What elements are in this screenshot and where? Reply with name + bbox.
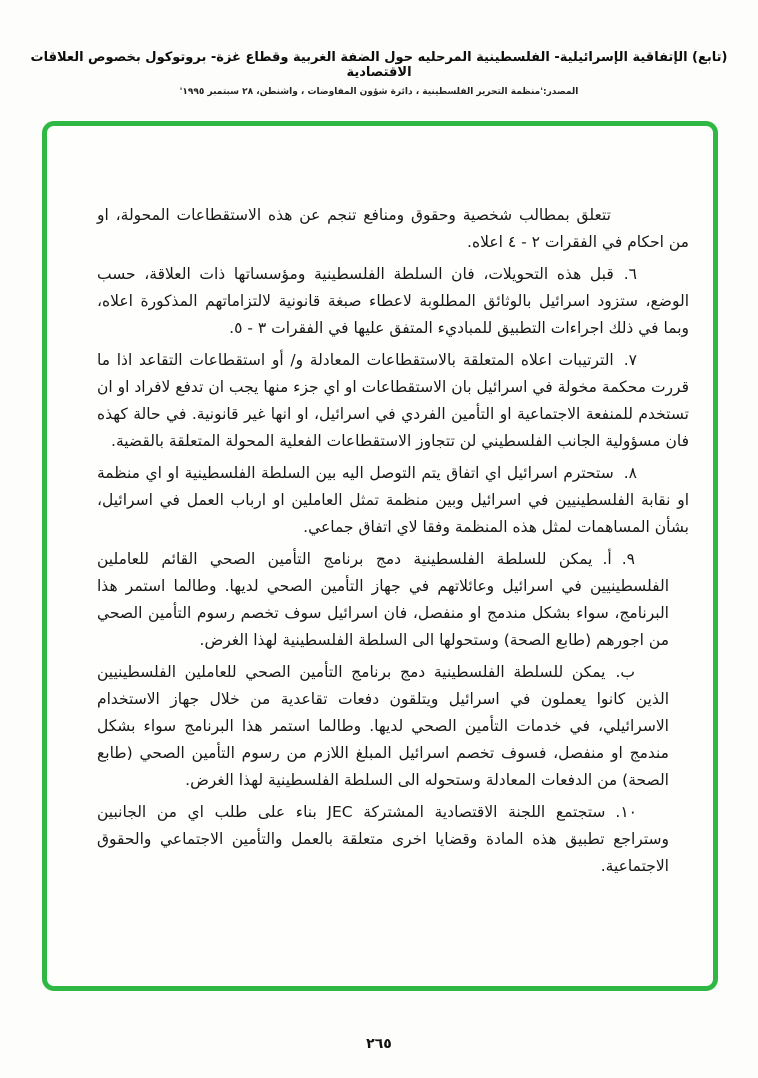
paragraph-submarker: ب. [615,663,635,681]
paragraph [97,799,669,880]
paragraph-list [47,126,713,880]
page-footer [0,1033,758,1052]
paragraph [97,460,689,541]
document-header [0,0,758,97]
page-number: ٢٦٥ [366,1036,392,1052]
paragraph-text: الترتيبات اعلاه المتعلقة بالاستقطاعات المعادلة و/ أو استقطاعات التقاعد اذا ما قررت محكمة مخولة في اسرائيل بان الاستقطاعات او اي جزء منها يجب ان تدفع لافراد او ان تستخدم للمنفعة الاجتماعية او التأمين الفردي في اسرائيل، او انها غير قانونية. في حالة كهذه فان مسؤولية الجانب الفلسطيني لن تتجاوز الاستقطاعات الفعلية المحولة المتعلقة بالقضية. [97,351,689,450]
paragraph-submarker: أ. [602,550,612,568]
paragraph-text: ستحترم اسرائيل اي اتفاق يتم التوصل اليه بين السلطة الفلسطينية او اي منظمة او نقابة الفلسطينيين في اسرائيل وبين منظمة تمثل العاملين او ارباب العمل في اسرائيل، بشأن المساهمات لمثل هذه المنظمة وفقا لاي اتفاق جماعي. [97,464,689,536]
paragraph-marker: ٨. [623,464,637,482]
paragraph-marker: ٩. [621,550,635,568]
paragraph-marker: ١٠. [615,803,637,821]
paragraph [97,546,669,654]
paragraph [97,202,689,256]
paragraph-text: تتعلق بمطالب شخصية وحقوق ومنافع تنجم عن هذه الاستقطاعات المحولة، او من احكام في الفقرات ٢ - ٤ اعلاه. [97,206,689,251]
paragraph-text: يمكن للسلطة الفلسطينية دمج برنامج التأمين الصحي القائم للعاملين الفلسطينيين في اسرائيل وعائلاتهم في جهاز التأمين الصحي لديها. وطالما استمر هذا البرنامج، سواء بشكل مندمج او منفصل، فان اسرائيل سوف تخصم رسوم التأمين الصحي من اجورهم (طابع الصحة) وستحولها الى السلطة الفلسطينية لهذا الغرض. [97,550,669,649]
paragraph [97,347,689,455]
paragraph-text: يمكن للسلطة الفلسطينية دمج برنامج التأمين الصحي للعاملين الفلسطينيين الذين كانوا يعملون في اسرائيل ويتلقون دفعات تقاعدية من خلال جهاز الاستخدام الاسرائيلي، في خدمات التأمين الصحي لديها. وطالما استمر هذا البرنامج سواء بشكل مندمج او منفصل، فسوف تخصم اسرائيل المبلغ اللازم من رسوم التأمين الصحي (طابع الصحة) من الدفعات المعادلة وستحوله الى السلطة الفلسطينية لهذا الغرض. [97,663,669,789]
paragraph [97,261,689,342]
paragraph-text: ستجتمع اللجنة الاقتصادية المشتركة JEC بناء على طلب اي من الجانبين وستراجع تطبيق هذه المادة وقضايا اخرى متعلقة بالعمل والتأمين الاجتماعي والحقوق الاجتماعية. [97,803,669,875]
paragraph-marker: ٦. [623,265,637,283]
document-source: المصدر:'منظمة التحرير الفلسطينية ، دائرة شؤون المفاوضات ، واشنطن، ٢٨ سبتمبر ١٩٩٥' [179,87,579,97]
paragraph-marker: ٧. [623,351,637,369]
paragraph [97,659,669,794]
content-frame [42,121,718,991]
document-title: (تابع) الإتفاقية الإسرائيلية- الفلسطينية المرحليه حول الضفة الغربية وقطاع غزة- بروتوكول بخصوص العلاقات الاقتصادية [30,50,728,80]
paragraph-text: قبل هذه التحويلات، فان السلطة الفلسطينية ومؤسساتها ذات العلاقة، حسب الوضع، ستزود اسرائيل بالوثائق المطلوبة لاعطاء صبغة قانونية لالتزاماتهم المذكورة اعلاه، وبما في ذلك اجراءات التطبيق للمباديء المتفق عليها في الفقرات ٣ - ٥. [97,265,689,337]
